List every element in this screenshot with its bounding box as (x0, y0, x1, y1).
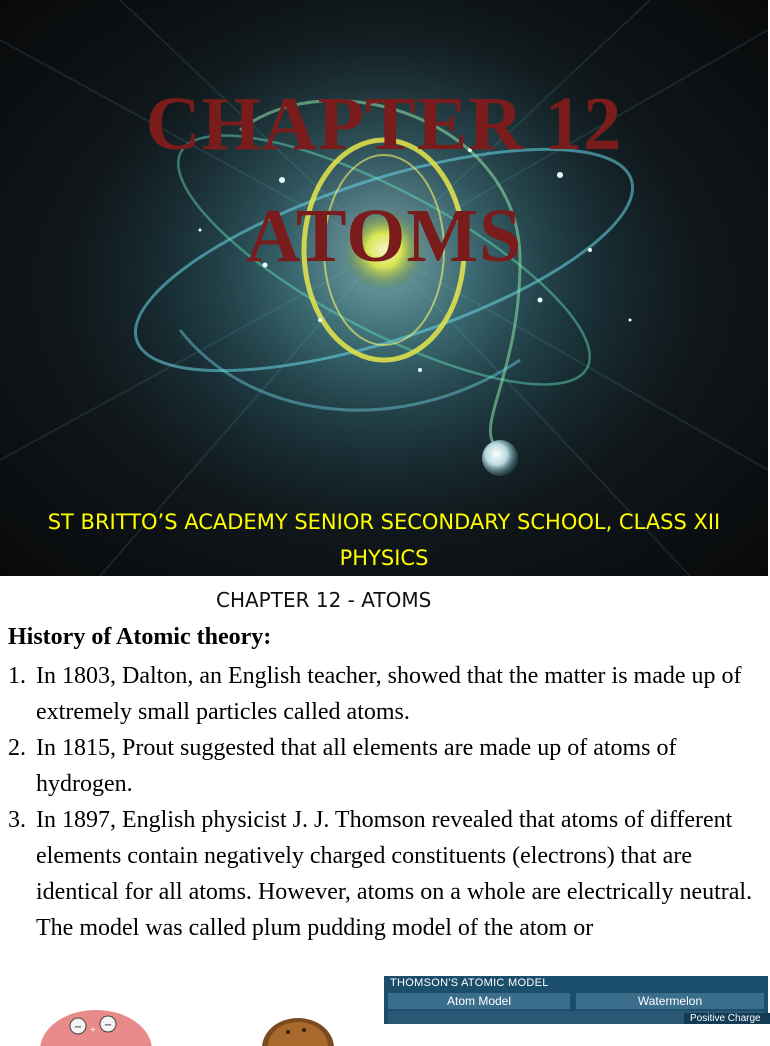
figure-col-watermelon: Watermelon (576, 993, 764, 1009)
svg-text:−: − (73, 1022, 83, 1033)
cover-title-line1: CHAPTER 12 (145, 82, 623, 166)
list-item (8, 730, 768, 802)
notes-slide (0, 576, 768, 1034)
figure-title: THOMSON'S ATOMIC MODEL (390, 977, 549, 989)
list-item-text: In 1897, English physicist J. J. Thomson revealed that atoms of different elements contain negatively charged constituents (electrons) that are identical for all atoms. However, atoms on a whole are electrically neutral. The model was called plum pudding model of the atom or (36, 807, 753, 941)
cover-subtitle: ST BRITTO’S ACADEMY SENIOR SECONDARY SCHOOL, CLASS XII PHYSICS (47, 510, 721, 570)
svg-text:+: + (89, 1025, 97, 1034)
notes-heading: CHAPTER 12 - ATOMS (216, 588, 432, 612)
pudding-thumbnail (258, 1006, 338, 1046)
section-title: History of Atomic theory: (8, 624, 272, 650)
list-item (8, 802, 768, 946)
history-list (8, 658, 768, 946)
list-item-text: In 1815, Prout suggested that all elements are made up of atoms of hydrogen. (36, 735, 677, 797)
svg-text:−: − (103, 1020, 113, 1031)
thomson-model-figure (384, 976, 768, 1024)
list-item-number: 3. (8, 807, 26, 833)
list-item-number: 1. (8, 663, 26, 689)
plum-pudding-thumbnail (38, 1006, 154, 1046)
figure-col-atom-model: Atom Model (388, 993, 570, 1009)
list-item-text: In 1803, Dalton, an English teacher, showed that the matter is made up of extremely small particles called atoms. (36, 663, 742, 725)
list-item-number: 2. (8, 735, 26, 761)
cover-title-line2: ATOMS (245, 194, 523, 278)
figure-tag-positive-charge: Positive Charge (684, 1013, 770, 1024)
list-item (8, 658, 768, 730)
